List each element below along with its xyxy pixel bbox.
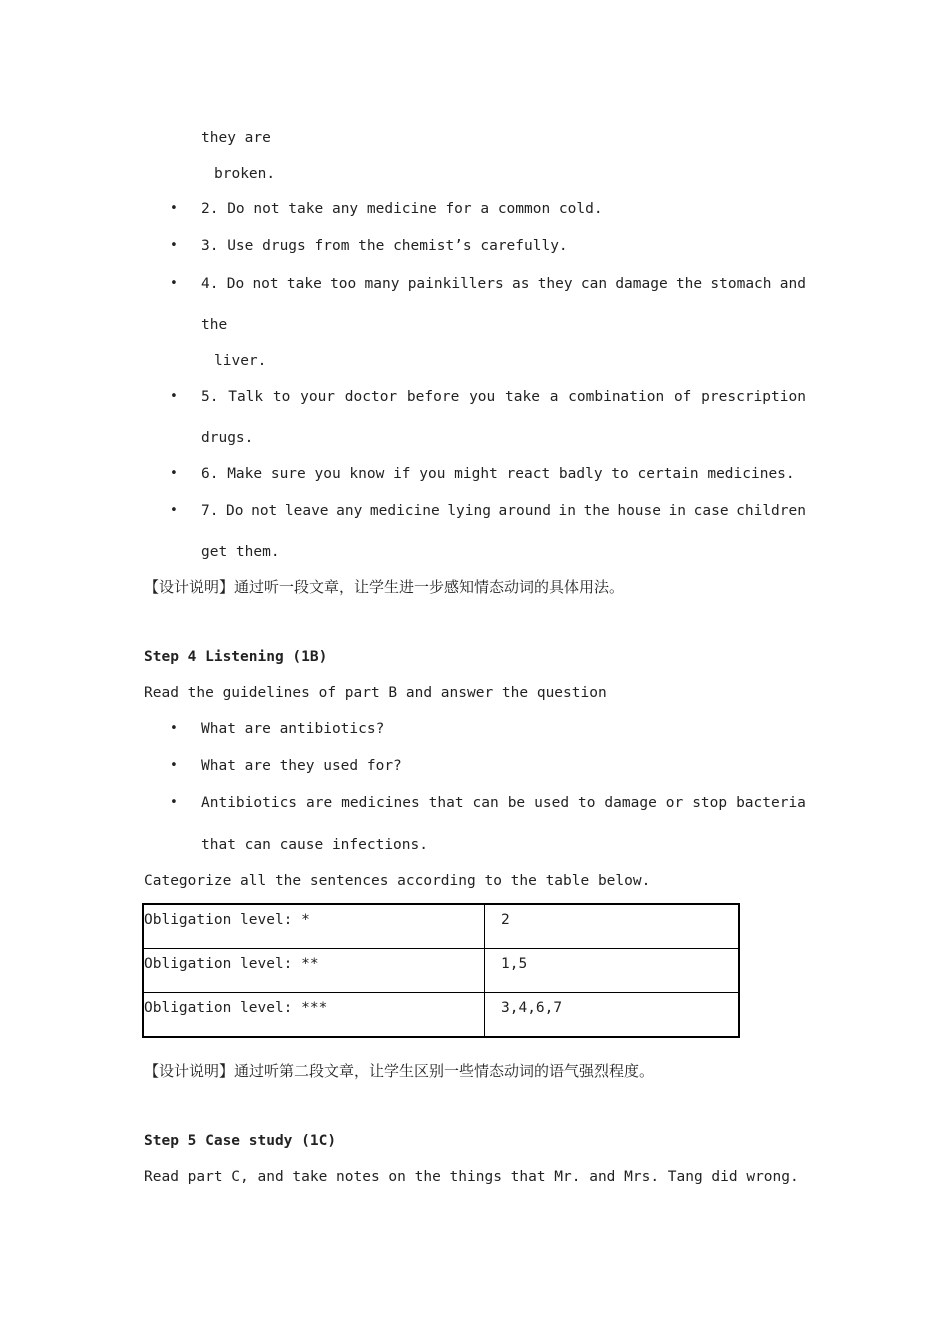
categorize-instruction: Categorize all the sentences according to the table below. <box>144 873 651 889</box>
rule-word: children <box>736 503 806 519</box>
answer-word: stop <box>692 795 728 811</box>
rule-number: 2. <box>201 201 219 217</box>
rule-word: they <box>537 276 573 292</box>
rule-word: to <box>272 389 291 405</box>
answer <box>201 794 806 812</box>
rule-4 <box>201 275 806 293</box>
table-row <box>143 904 739 949</box>
rule-word: the <box>583 503 610 519</box>
rule-word: combination <box>568 389 665 405</box>
rule-word: take <box>286 276 322 292</box>
answer-word: are <box>305 795 333 811</box>
rule-word: around <box>498 503 551 519</box>
bullet-icon: • <box>170 276 178 291</box>
design-note-1: 【设计说明】通过听一段文章，让学生进一步感知情态动词的具体用法。 <box>144 578 625 596</box>
rule-word: case <box>693 503 729 519</box>
step-4-heading: Step 4 Listening (1B) <box>144 649 328 665</box>
answer-word: used <box>534 795 570 811</box>
rule-word: of <box>673 389 692 405</box>
rule-word: Do <box>226 276 245 292</box>
answer-word: to <box>578 795 596 811</box>
rule-number: 4. <box>201 276 219 292</box>
table-row <box>143 949 739 993</box>
rule-word: prescription <box>701 389 806 405</box>
sentence-numbers-cell: 1,5 <box>485 949 740 993</box>
rule-word: house <box>617 503 661 519</box>
rule-word: many <box>364 276 400 292</box>
step-5-instruction: Read part C, and take notes on the things that Mr. and Mrs. Tang did wrong. <box>144 1169 799 1185</box>
rule-text: Use drugs from the chemist’s carefully. <box>227 238 568 254</box>
rule-word: you <box>469 389 496 405</box>
answer-word: that <box>428 795 464 811</box>
rule-word: before <box>406 389 460 405</box>
answer-word: or <box>665 795 684 811</box>
question-2: What are they used for? <box>201 758 402 774</box>
rule-number: 6. <box>201 466 219 482</box>
rule-word: not <box>252 276 279 292</box>
rule-word: Talk <box>228 389 264 405</box>
obligation-table <box>142 903 740 1038</box>
rule-4-continuation-line-1: the <box>201 317 228 333</box>
rule-5 <box>201 388 806 406</box>
answer-word: can <box>472 795 499 811</box>
answer-word: medicines <box>341 795 420 811</box>
rule-number: 7. <box>201 503 219 519</box>
answer-continuation: that can cause infections. <box>201 837 428 853</box>
rule-7 <box>201 502 806 520</box>
rule-1-continuation-line-2: broken. <box>214 166 276 182</box>
rule-word: too <box>330 276 357 292</box>
question-1: What are antibiotics? <box>201 721 385 737</box>
rule-5-continuation: drugs. <box>201 430 254 446</box>
rule-1-continuation-line-1: they are <box>201 130 271 146</box>
rule-2 <box>201 200 603 218</box>
rule-word: lying <box>447 503 491 519</box>
rule-4-continuation-line-2: liver. <box>214 353 267 369</box>
answer-word: Antibiotics <box>201 795 298 811</box>
rule-word: can <box>580 276 608 292</box>
bullet-icon: • <box>170 758 178 773</box>
rule-3 <box>201 237 568 255</box>
rule-word: Do <box>226 503 244 519</box>
rule-word: medicine <box>369 503 440 519</box>
rule-word: a <box>549 389 559 405</box>
rule-word: not <box>251 503 278 519</box>
rule-word: and <box>779 276 806 292</box>
design-note-2: 【设计说明】通过听第二段文章，让学生区别一些情态动词的语气强烈程度。 <box>144 1062 655 1080</box>
rule-word: the <box>675 276 703 292</box>
table-row <box>143 993 739 1038</box>
answer-word: bacteria <box>736 795 806 811</box>
rule-7-continuation: get them. <box>201 544 280 560</box>
bullet-icon: • <box>170 795 178 810</box>
obligation-level-cell: Obligation level: *** <box>143 993 485 1038</box>
rule-word: any <box>336 503 363 519</box>
obligation-level-cell: Obligation level: * <box>143 904 485 949</box>
rule-text: Make sure you know if you might react badly to certain medicines. <box>227 466 795 482</box>
rule-word: as <box>511 276 530 292</box>
step-4-instruction: Read the guidelines of part B and answer the question <box>144 685 607 701</box>
rule-word: in <box>558 503 576 519</box>
rule-number: 5. <box>201 389 219 405</box>
bullet-icon: • <box>170 238 178 253</box>
step-5-heading: Step 5 Case study (1C) <box>144 1133 337 1149</box>
rule-word: stomach <box>710 276 772 292</box>
rule-number: 3. <box>201 238 219 254</box>
rule-word: your <box>300 389 336 405</box>
rule-word: doctor <box>344 389 398 405</box>
obligation-level-cell: Obligation level: ** <box>143 949 485 993</box>
bullet-icon: • <box>170 503 178 518</box>
bullet-icon: • <box>170 389 178 404</box>
rule-word: painkillers <box>407 276 504 292</box>
sentence-numbers-cell: 2 <box>485 904 740 949</box>
rule-word: in <box>668 503 687 519</box>
rule-word: take <box>505 389 540 405</box>
rule-text: Do not take any medicine for a common cold. <box>227 201 603 217</box>
bullet-icon: • <box>170 721 178 736</box>
rule-word: leave <box>284 503 329 519</box>
rule-word: damage <box>615 276 668 292</box>
answer-word: damage <box>604 795 657 811</box>
answer-word: be <box>507 795 526 811</box>
bullet-icon: • <box>170 201 178 216</box>
sentence-numbers-cell: 3,4,6,7 <box>485 993 740 1038</box>
rule-6 <box>201 465 795 483</box>
bullet-icon: • <box>170 466 178 481</box>
